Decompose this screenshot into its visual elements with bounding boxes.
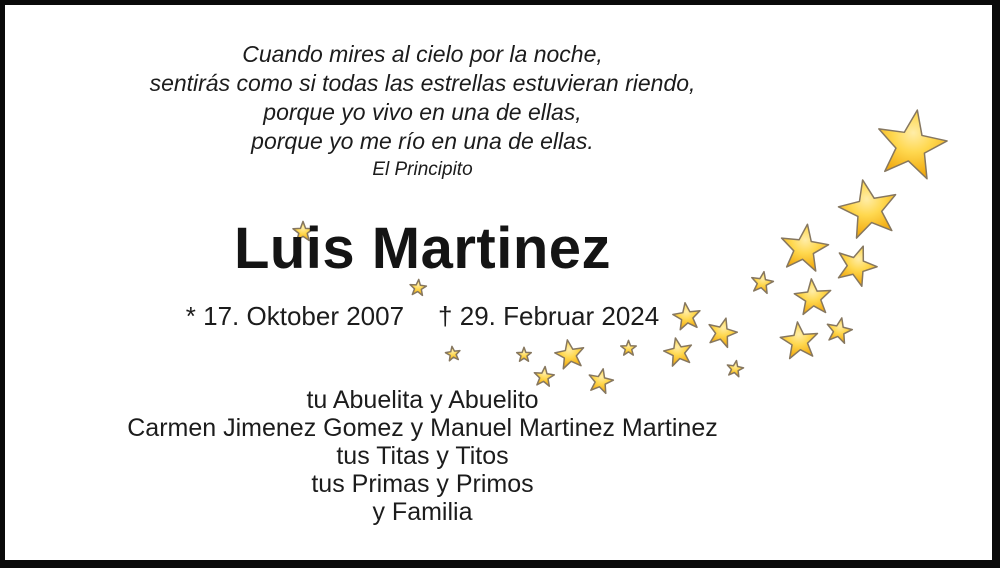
quote-block: [0, 40, 845, 181]
quote-line: sentirás como si todas las estrellas estuvieran riendo,: [149, 70, 696, 96]
death-date: † 29. Februar 2024: [438, 301, 660, 331]
family-line: tus Titas y Titos: [336, 442, 509, 470]
family-block: [0, 386, 845, 526]
family-line: tu Abuelita y Abuelito: [306, 386, 539, 414]
life-dates: [0, 302, 845, 330]
border-frame-bottom: [0, 560, 1000, 568]
family-line: tus Primas y Primos: [311, 470, 534, 498]
quote-attribution: El Principito: [372, 159, 473, 180]
family-line: Carmen Jimenez Gomez y Manuel Martinez Martinez: [127, 414, 718, 442]
quote-line: porque yo vivo en una de ellas,: [263, 99, 582, 125]
border-frame-left: [0, 0, 5, 568]
quote-line: porque yo me río en una de ellas.: [251, 128, 594, 154]
border-frame-top: [0, 0, 1000, 5]
quote-line: Cuando mires al cielo por la noche,: [242, 41, 603, 67]
birth-date: * 17. Oktober 2007: [185, 301, 405, 331]
family-line: y Familia: [372, 498, 473, 526]
border-frame-right: [992, 0, 1000, 568]
deceased-name: Luis Martinez: [233, 216, 612, 281]
